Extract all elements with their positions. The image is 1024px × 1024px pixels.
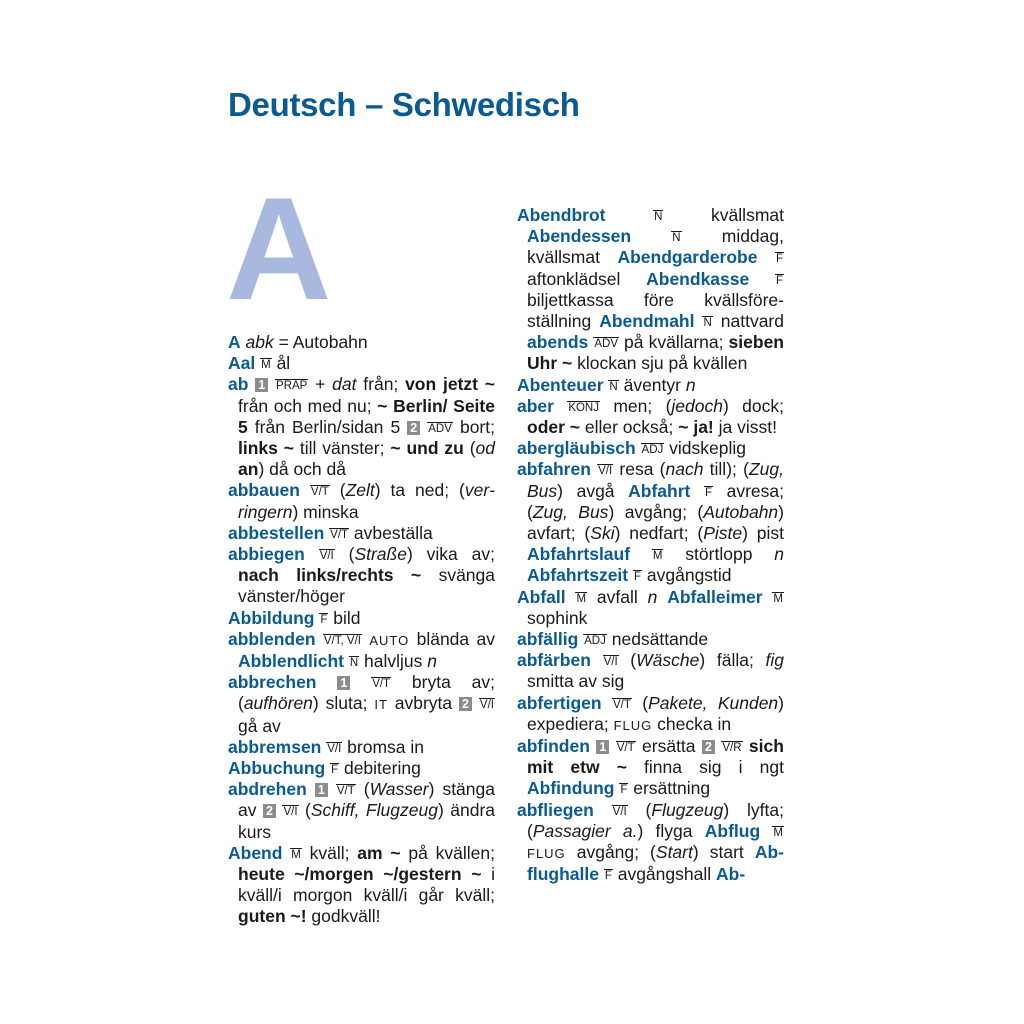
bold-phrase: guten ~! [238,906,307,927]
grammar-label: V/T, V/I [323,634,361,647]
dictionary-entry: abdrehen 1 V/T (Wasser) stänga av 2 V/I (Schiff, Flugzeug) ändra kurs [228,779,495,842]
italic-note: od [475,438,495,459]
dictionary-entry: abbrechen 1 V/T bryta av; (aufhören) sluta; IT avbryta 2 V/I gå av [228,672,495,736]
bold-phrase: ~ Berlin/ Seite 5 [238,395,495,437]
headword: abfliegen [517,799,594,820]
headword: Abblendlicht [238,651,344,672]
sense-number: 2 [263,804,276,818]
italic-note: aufhören [243,693,313,714]
bold-phrase: sieben Uhr ~ [527,332,784,374]
dictionary-entry: Abendbrot N kvällsmat Abendessen N middag, kvällsmat Abendgarderobe F aftonklädsel Abendkasse F biljettkassa före kvällsföreställning Abendmahl N nattvard abends ADV på kvällarna; sieben Uhr ~ klockan sju på kvällen [517,205,784,374]
bold-phrase: nach links/rechts ~ [238,565,422,586]
bold-phrase: heute ~/morgen ~/gestern ~ [238,864,482,885]
dictionary-entry: abbremsen V/I bromsa in [228,736,425,757]
dictionary-entry: abbauen V/T (Zelt) ta ned; (verringern) minska [228,480,495,522]
domain-label: FLUG [613,717,653,733]
italic-note: abk [245,332,274,352]
headword: abfahren [517,459,591,480]
headword: abbiegen [228,544,305,565]
headword: Abfahrtszeit [527,565,629,586]
bold-phrase: links ~ [238,438,294,459]
dictionary-entry: Abbildung F bild [228,607,361,628]
grammar-label: V/I [283,806,298,819]
italic-note: dat [332,374,357,395]
grammar-label: V/I [612,805,627,818]
italic-note: Piste [703,523,743,544]
headword: Abenteuer [517,374,604,395]
dictionary-entry: abbiegen V/I (Straße) vika av; nach links/rechts ~ svänga vänster/höger [228,544,495,607]
dictionary-entry: abfällig ADJ nedsättande [517,629,709,650]
italic-note: Zug, Bus [532,501,609,522]
bold-phrase: ~ und zu [390,438,464,459]
sense-number: 2 [459,697,472,711]
headword: ab [228,374,249,395]
grammar-label: N [349,657,359,670]
headword: abergläubisch [517,438,636,459]
grammar-label: V/T [336,785,355,798]
sense-number: 2 [702,740,715,754]
dictionary-entry: abfahren V/I resa (nach till); (Zug, Bus) avgå Abfahrt F avresa; (Zug, Bus) avgång; (Autobahn) avfart; (Ski) nedfart; (Piste) pist Abfahrtslauf M störtlopp n Abfahrtszeit F avgångstid [517,459,784,586]
italic-note: jedoch [671,395,723,416]
italic-note: Flugzeug [651,799,724,820]
grammar-label: F [775,253,783,266]
dictionary-entry: Abfall M avfall n Abfalleimer M sophink [517,586,783,628]
headword: abfinden [517,736,590,757]
headword: aber [517,395,554,416]
italic-note: Wäsche [636,650,700,671]
headword: abbremsen [228,736,322,757]
dictionary-entry: abfertigen V/T (Pakete, Kunden) expediera; FLUG checka in [517,692,784,734]
grammar-label: N [672,232,681,245]
dictionary-entry: Abbuchung F debitering [228,758,421,779]
grammar-label: N [654,211,663,223]
headword: abbauen [228,480,300,501]
grammar-label: F [634,571,642,584]
headword: Abfalleimer [667,586,763,607]
italic-note: nach [665,459,704,480]
grammar-label: ADV [428,422,452,435]
grammar-label: KONJ [568,401,599,414]
bold-phrase: sich mit etw ~ [527,736,784,778]
headword: abblenden [228,628,316,649]
bold-phrase: von jetzt ~ [405,374,495,395]
headword: Abbildung [228,607,315,628]
italic-note: Autobahn [703,501,779,522]
grammar-label: V/R [722,742,742,755]
dictionary-entry: abergläubisch ADJ vidskeplig [517,438,746,459]
grammar-label: M [291,848,301,861]
grammar-label: F [604,870,612,883]
domain-label: AUTO [369,632,410,648]
headword: Abflug [704,820,761,841]
sense-number: 1 [337,676,350,690]
headword: A [228,332,241,352]
grammar-label: F [620,784,628,797]
headword: Abendgarderobe [617,247,758,268]
grammar-label: M [652,550,663,563]
headword: Abendessen [527,226,632,247]
grammar-label: F [320,613,328,626]
grammar-label: V/I [319,550,334,563]
headword: Abfall [517,586,566,607]
bold-phrase: am ~ [357,842,401,863]
italic-note: n [427,651,437,672]
grammar-label: M [773,826,783,839]
italic-note: Pakete, Kunden [648,692,779,713]
headword: abends [527,332,589,353]
grammar-label: V/T [616,742,635,755]
headword: Abfindung [527,778,615,799]
dictionary-entry: aber KONJ men; (jedoch) dock; oder ~ eller också; ~ ja! ja visst! [517,395,784,438]
bold-phrase: ~ ja! [678,417,714,438]
grammar-label: V/T [613,698,631,711]
dictionary-entry: Abenteuer N äventyr n [517,374,696,395]
grammar-label: V/I [479,699,494,712]
grammar-label: N [703,317,712,330]
headword: Abendmahl [599,311,695,332]
bold-phrase: oder ~ [527,417,581,438]
italic-note: Zelt [345,480,375,501]
headword: Abfahrt [628,480,691,501]
italic-note: verringern [238,480,495,522]
domain-label: FLUG [527,846,566,862]
sense-number: 1 [596,740,609,754]
grammar-label: M [576,592,587,605]
headword: Abflughalle [527,842,784,885]
grammar-label: PRÄP [276,380,308,393]
dictionary-entry: ab 1 PRÄP + dat från; von jetzt ~ från och med nu; ~ Berlin/ Seite 5 från Berlin/sidan 5 2 ADV bort; links ~ till vänster; ~ und zu (od an) då och då [228,374,495,480]
grammar-label: V/I [327,742,342,755]
dictionary-entry: abfärben V/I (Wäsche) fälla; fig smitta av sig [517,650,784,692]
dictionary-entry: abfinden 1 V/T ersätta 2 V/R sich mit etw ~ finna sig i ngt Abfindung F ersättning [517,736,784,799]
headword: Aal [228,353,256,374]
grammar-label: ADV [594,338,618,351]
section-letter: A [226,167,332,330]
sense-number: 1 [315,783,328,797]
grammar-label: F [331,764,339,777]
grammar-label: N [609,380,618,393]
italic-note: Straße [354,544,407,565]
grammar-label: ADJ [584,635,606,648]
grammar-label: V/I [603,656,618,669]
dictionary-entry: abblenden V/T, V/I AUTO blända av Abblendlicht N halvljus n [228,628,495,672]
grammar-label: ADJ [641,444,664,457]
italic-note: Zug, Bus [527,459,784,501]
italic-note: Schiff, Flugzeug [310,800,438,821]
italic-note: Start [655,842,693,863]
dictionary-entry: Abend M kväll; am ~ på kvällen; heute ~/morgen ~/gestern ~ i kväll/i morgon kväll/i går kväll; guten ~! godkväll! [228,842,496,927]
grammar-label: V/T [310,486,329,499]
dictionary-entry: A abk = Autobahn [228,332,368,352]
italic-note: Wasser [369,779,429,800]
headword: Abbuchung [228,758,326,779]
italic-note: n [647,586,658,607]
italic-note: n [774,544,784,565]
grammar-label: F [704,486,712,499]
headword: Ab- [716,864,746,885]
grammar-label: V/T [372,678,391,691]
page-title: Deutsch – Schwedisch [228,86,580,123]
right-column [517,205,784,886]
dictionary-entry: abbestellen V/T avbeställa [228,522,433,543]
domain-label: IT [374,697,388,713]
sense-number: 1 [255,378,268,392]
dictionary-entry: Aal M ål [228,353,291,374]
italic-note: Ski [590,523,615,544]
headword: abfärben [517,650,591,671]
headword: Abend [228,842,283,863]
headword: Abendkasse [646,268,750,289]
grammar-label: V/I [598,465,613,478]
grammar-label: V/T [330,528,349,541]
grammar-label: F [775,274,783,287]
headword: Abfahrtslauf [527,544,631,565]
headword: abfertigen [517,692,602,713]
italic-note: fig [765,650,784,671]
grammar-label: M [773,592,783,605]
grammar-label: M [261,359,271,372]
headword: abbrechen [228,672,317,693]
italic-note: n [685,374,696,395]
headword: abfällig [517,629,579,650]
left-column [228,332,495,928]
sense-number: 2 [407,421,420,435]
headword: abbestellen [228,522,325,543]
headword: Abendbrot [517,205,606,225]
italic-note: Passagier a. [532,820,638,841]
headword: abdrehen [228,779,307,800]
bold-phrase: an [238,459,259,480]
dictionary-entry: abfliegen V/I (Flugzeug) lyfta; (Passagier a.) flyga Abflug M FLUG avgång; (Start) start Abflughalle F avgångshall Ab- [517,799,784,885]
